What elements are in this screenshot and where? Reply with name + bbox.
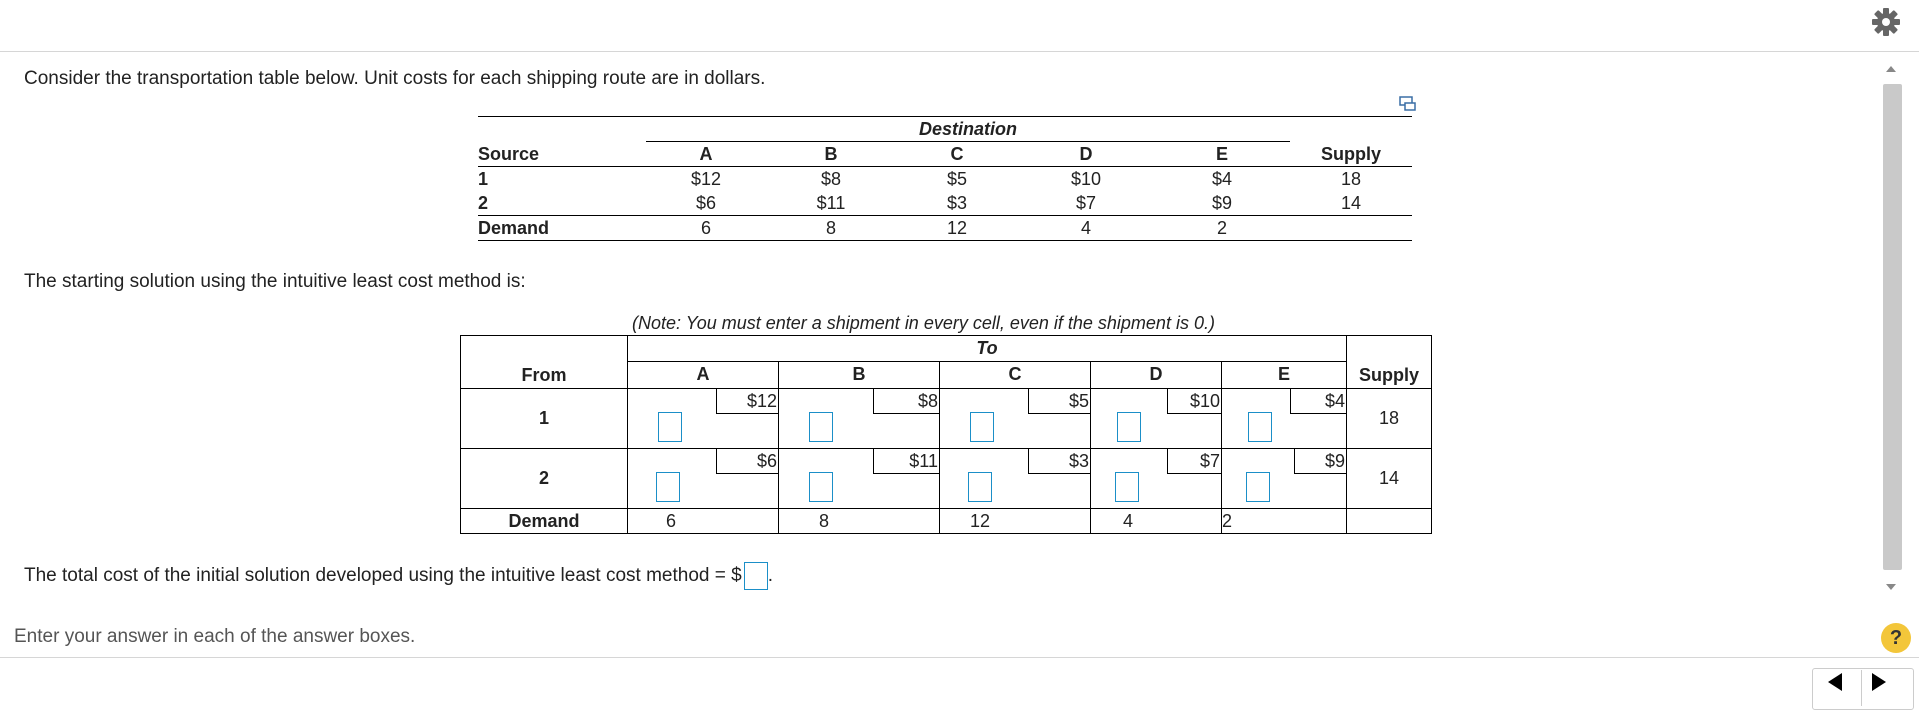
cost-label: $9 <box>1294 449 1346 474</box>
supply-cell: 18 <box>1340 169 1362 189</box>
shipment-input[interactable] <box>1115 472 1139 502</box>
route-cell <box>1091 449 1222 509</box>
cost-cell: $11 <box>816 193 846 213</box>
scrollbar[interactable] <box>1880 60 1906 596</box>
cost-cell: $6 <box>695 193 717 213</box>
route-cell <box>1222 389 1347 449</box>
bottom-bar <box>0 657 1919 710</box>
demand-cell: 8 <box>825 218 836 238</box>
demand-cell: 12 <box>940 509 1091 534</box>
from-label: 2 <box>461 449 628 509</box>
shipment-input[interactable] <box>1246 472 1270 502</box>
from-label: 1 <box>461 389 628 449</box>
route-cell <box>779 389 940 449</box>
solution-table <box>460 335 1432 534</box>
demand-cell: 12 <box>946 218 968 238</box>
col-header: D <box>1091 361 1222 388</box>
total-cost-suffix: . <box>767 565 773 587</box>
cost-label: $4 <box>1290 389 1346 414</box>
cost-label: $7 <box>1167 449 1221 474</box>
shipment-input[interactable] <box>658 412 682 442</box>
cost-label: $5 <box>1028 389 1090 414</box>
shipment-input[interactable] <box>970 412 994 442</box>
supply-header: Supply <box>1320 143 1381 164</box>
cost-cell: $4 <box>1211 169 1233 189</box>
route-cell <box>628 389 779 449</box>
col-header: E <box>1215 144 1228 164</box>
previous-arrow-icon[interactable] <box>1828 673 1842 691</box>
cost-label: $10 <box>1167 389 1221 414</box>
demand-label: Demand <box>461 509 628 534</box>
cost-cell: $12 <box>690 169 722 189</box>
col-header: E <box>1222 361 1347 388</box>
answer-instruction: Enter your answer in each of the answer boxes. <box>14 626 416 647</box>
route-cell <box>628 449 779 509</box>
route-cell <box>1091 389 1222 449</box>
demand-label: Demand <box>478 218 550 238</box>
cost-cell: $10 <box>1070 169 1102 189</box>
shipment-input[interactable] <box>809 412 833 442</box>
to-header: To <box>628 336 1347 362</box>
route-cell <box>779 449 940 509</box>
shipment-input[interactable] <box>1117 412 1141 442</box>
demand-cell: 2 <box>1222 509 1347 534</box>
cost-cell: $7 <box>1075 193 1097 213</box>
shipment-input[interactable] <box>1248 412 1272 442</box>
source-label: 2 <box>478 193 489 213</box>
supply-cell: 14 <box>1347 449 1432 509</box>
col-header: D <box>1079 144 1093 164</box>
cost-label: $8 <box>873 389 939 414</box>
cost-cell: $3 <box>946 193 968 213</box>
prompt-starting-solution: The starting solution using the intuitive least cost method is: <box>24 271 526 292</box>
col-header: B <box>779 361 940 388</box>
demand-cell: 6 <box>628 509 779 534</box>
cost-label: $12 <box>716 389 778 414</box>
prompt-intro: Consider the transportation table below. Unit costs for each shipping route are in dollars. <box>24 68 766 89</box>
cost-label: $3 <box>1028 449 1090 474</box>
demand-cell: 2 <box>1216 218 1227 238</box>
destination-label: Destination <box>918 119 1017 139</box>
shipment-input[interactable] <box>656 472 680 502</box>
scroll-thumb[interactable] <box>1883 84 1902 570</box>
col-header: A <box>628 361 779 388</box>
supply-cell: 14 <box>1340 193 1362 213</box>
total-cost-text: The total cost of the initial solution developed using the intuitive least cost method = $ <box>24 565 742 587</box>
total-cost-prompt <box>24 562 773 590</box>
transportation-cost-table <box>478 116 1412 241</box>
demand-cell: 4 <box>1080 218 1091 238</box>
top-bar <box>0 0 1919 52</box>
demand-cell: 4 <box>1091 509 1222 534</box>
col-header: B <box>824 144 838 164</box>
cost-label: $6 <box>716 449 778 474</box>
shipment-input[interactable] <box>968 472 992 502</box>
col-header: A <box>699 144 713 164</box>
shipment-input[interactable] <box>809 472 833 502</box>
cost-cell: $9 <box>1211 193 1233 213</box>
popout-icon[interactable] <box>1399 96 1417 112</box>
route-cell <box>940 389 1091 449</box>
help-button[interactable]: ? <box>1881 623 1911 653</box>
cost-label: $11 <box>873 449 939 474</box>
scroll-up-arrow-icon[interactable] <box>1886 66 1896 72</box>
supply-header: Supply <box>1347 336 1432 389</box>
route-cell <box>1222 449 1347 509</box>
total-cost-input[interactable] <box>744 562 768 590</box>
demand-cell: 6 <box>700 218 711 238</box>
scroll-down-arrow-icon[interactable] <box>1886 584 1896 590</box>
from-header: From <box>461 336 628 389</box>
gear-icon[interactable] <box>1868 4 1904 40</box>
route-cell <box>940 449 1091 509</box>
next-arrow-icon[interactable] <box>1872 673 1886 691</box>
note-text: (Note: You must enter a shipment in every cell, even if the shipment is 0.) <box>632 313 1215 333</box>
col-header: C <box>940 361 1091 388</box>
nav-divider <box>1861 670 1862 706</box>
supply-cell: 18 <box>1347 389 1432 449</box>
demand-cell: 8 <box>779 509 940 534</box>
cost-cell: $8 <box>820 169 842 189</box>
col-header: C <box>950 144 964 164</box>
cost-cell: $5 <box>946 169 968 189</box>
source-label: 1 <box>478 169 489 189</box>
source-header: Source <box>478 143 540 164</box>
